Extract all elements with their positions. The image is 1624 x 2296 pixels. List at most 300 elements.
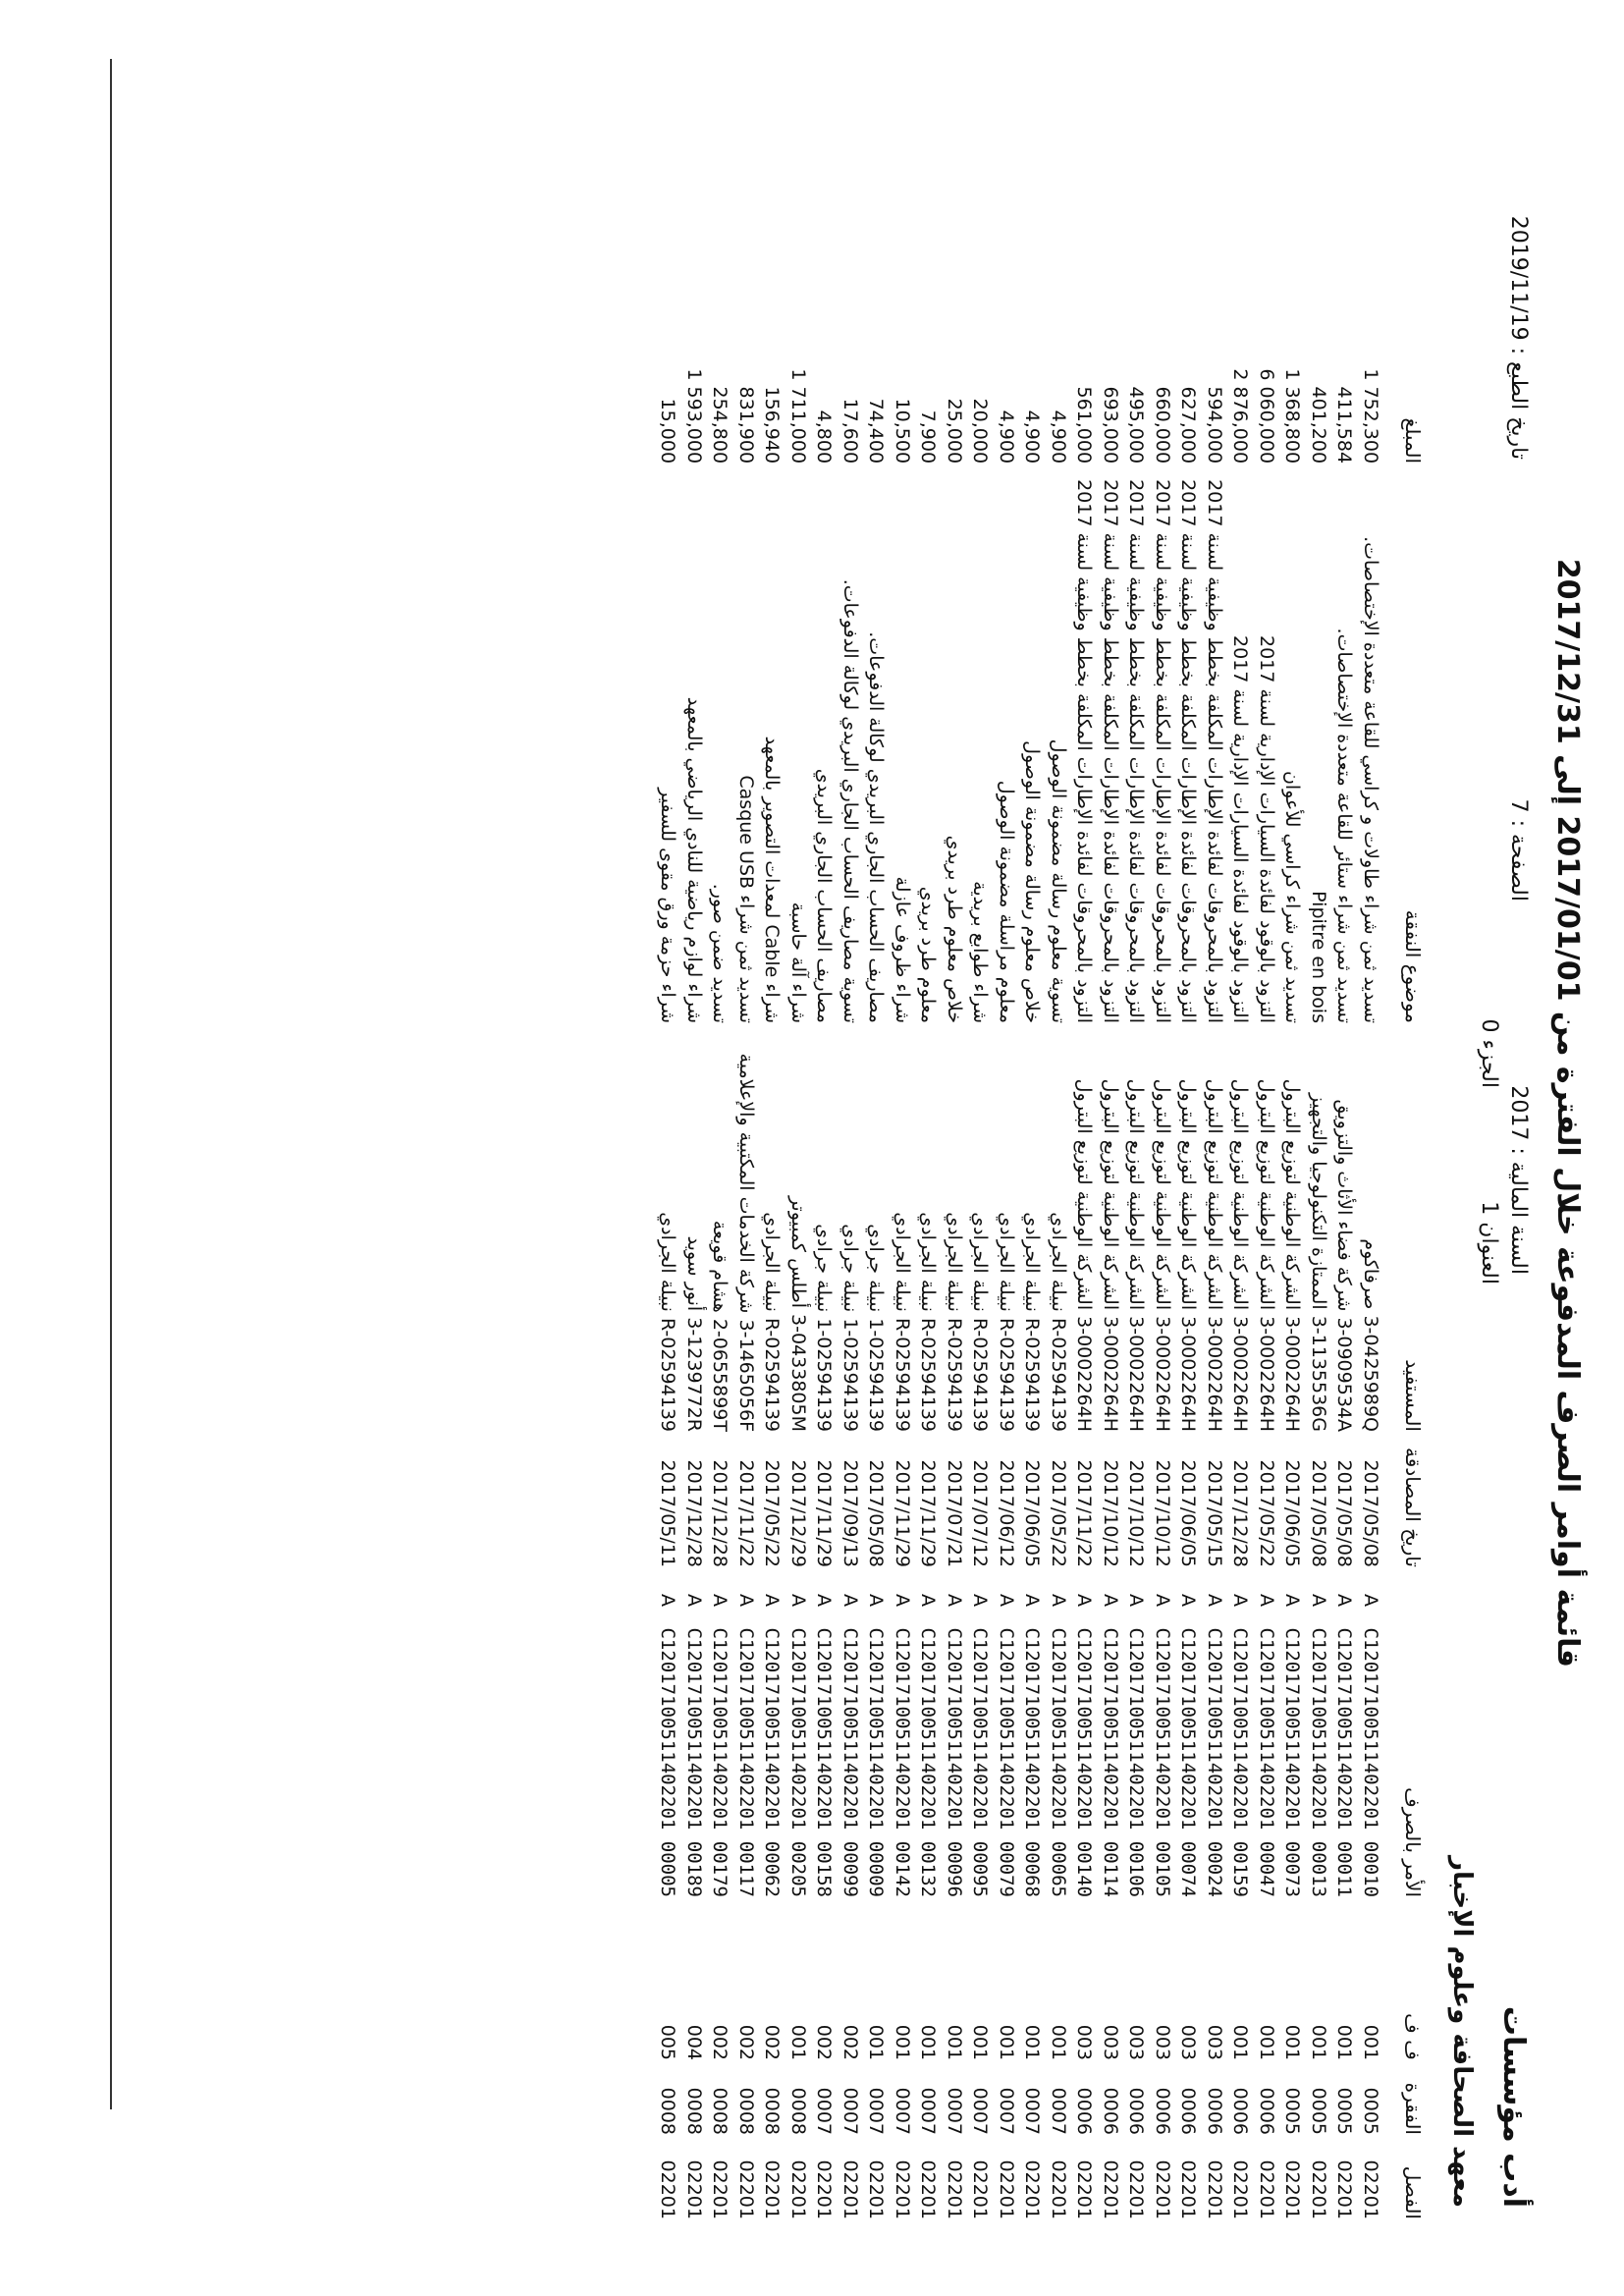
table-row [1019, 360, 1046, 2227]
cell-amount-text: 831,900 [734, 386, 757, 465]
cell-paragraph-text: 0005 [1359, 2087, 1381, 2135]
section-value: 1 [1477, 1201, 1501, 1216]
payment-orders-table [655, 360, 1442, 2227]
cell-amount [1046, 360, 1072, 471]
cell-subparagraph-text: 001 [891, 2024, 913, 2060]
cell-subparagraph [1123, 1905, 1150, 2068]
cell-chapter-text: 02201 [1333, 2159, 1356, 2219]
cell-subparagraph [681, 1905, 708, 2068]
cell-paragraph-text: 0007 [917, 2087, 940, 2135]
cell-paragraph [1254, 2068, 1280, 2143]
cell-flag-text: A [1177, 1594, 1200, 1607]
table-row [890, 360, 916, 2227]
cell-subparagraph-text: 001 [1359, 2024, 1381, 2060]
table-row [1098, 360, 1124, 2227]
cell-order-text: C12017100511402201 00095 [969, 1627, 992, 1897]
cell-beneficiary: 3-0002264H الشركة الوطنية لتوزيع البترول [1125, 1078, 1148, 1432]
cell-paragraph [1306, 2068, 1332, 2143]
cell-order [1202, 1614, 1228, 1905]
cell-subject: تسديد ثمن شراء Casque USB [734, 775, 757, 1023]
table-row [759, 360, 785, 2227]
cell-flag-text: A [1281, 1594, 1304, 1607]
cell-amount [1098, 360, 1124, 471]
cell-subparagraph-text: 003 [1203, 2024, 1225, 2060]
cell-order [1019, 1614, 1046, 1905]
cell-beneficiary: 3-1135536G الممتازة التكنولوجيا والتجهيز [1307, 1092, 1329, 1432]
table-row [1150, 360, 1176, 2227]
table-header-row [1383, 360, 1442, 2227]
col-approval-date: تاريخ المصادقة [1401, 1448, 1425, 1567]
cell-chapter [1331, 2143, 1358, 2227]
cell-order-text: C12017100511402201 00024 [1203, 1627, 1225, 1897]
cell-paragraph-text: 0006 [1255, 2087, 1277, 2135]
cell-chapter-text: 02201 [1125, 2159, 1148, 2219]
cell-order [1227, 1614, 1254, 1905]
cell-flag [1202, 1575, 1228, 1614]
cell-subparagraph [967, 1905, 994, 2068]
cell-flag [942, 1575, 968, 1614]
cell-subject: مصاريف الحساب الجاري البريدي [813, 768, 836, 1023]
cell-amount [915, 360, 942, 471]
table-row [942, 360, 968, 2227]
col-subparagraph: ف ف [1401, 2013, 1425, 2060]
cell-subparagraph-text: 001 [1021, 2024, 1044, 2060]
cell-chapter-text: 02201 [1099, 2159, 1121, 2219]
cell-chapter [1202, 2143, 1228, 2227]
cell-amount [1254, 360, 1280, 471]
cell-approval-date [1019, 1440, 1046, 1575]
cell-amount-text: 401,200 [1307, 386, 1329, 465]
cell-subparagraph [838, 1905, 864, 2068]
cell-order-text: C12017100511402201 00114 [1099, 1627, 1121, 1897]
cell-subject: تسوية معلوم رسالة مضمونة الوصول [1047, 738, 1069, 1023]
table-row [1175, 360, 1202, 2227]
cell-subject: شراء ظروف عازلة [891, 876, 913, 1023]
col-paragraph: الفقرة [1401, 2082, 1425, 2135]
cell-paragraph [1227, 2068, 1254, 2143]
cell-chapter [1098, 2143, 1124, 2227]
cell-paragraph [1175, 2068, 1202, 2143]
cell-flag [811, 1575, 838, 1614]
cell-amount-text: 25,000 [943, 398, 965, 465]
cell-flag-text: A [1073, 1594, 1096, 1607]
cell-subparagraph-text: 001 [1255, 2024, 1277, 2060]
cell-beneficiary: R-02594139 نبيلة الجرادي [943, 1212, 965, 1432]
cell-amount [759, 360, 785, 471]
cell-order [1331, 1614, 1358, 1905]
cell-beneficiary: 3-1465056F شركة الخدمات المكتبية والإعلامية [734, 1053, 757, 1432]
cell-amount-text: 495,000 [1125, 386, 1148, 465]
cell-paragraph [942, 2068, 968, 2143]
cell-paragraph [1279, 2068, 1306, 2143]
cell-approval-date [915, 1440, 942, 1575]
cell-amount-text: 7,900 [917, 410, 940, 465]
cell-paragraph [1150, 2068, 1176, 2143]
cell-amount [994, 360, 1020, 471]
cell-chapter [1071, 2143, 1098, 2227]
cell-approval-date-text: 2017/10/12 [1125, 1459, 1148, 1567]
cell-chapter-text: 02201 [969, 2159, 992, 2219]
cell-subject: شراء طوابع بريدية [969, 881, 992, 1023]
cell-chapter [759, 2143, 785, 2227]
cell-flag-text: A [1125, 1594, 1148, 1607]
cell-flag-text: A [943, 1594, 965, 1607]
cell-subparagraph [1279, 1905, 1306, 2068]
section-label: العنوان [1477, 1222, 1501, 1285]
table-row [1306, 360, 1332, 2227]
cell-subject: مصاريف الحساب الجاري البريدي لوكالة الدفوعات. [865, 631, 888, 1023]
cell-approval-date [1071, 1440, 1098, 1575]
cell-subparagraph [707, 1905, 733, 2068]
cell-flag [1254, 1575, 1280, 1614]
cell-chapter [681, 2143, 708, 2227]
cell-flag [1227, 1575, 1254, 1614]
cell-paragraph [1123, 2068, 1150, 2143]
cell-paragraph [707, 2068, 733, 2143]
cell-subparagraph-text: 001 [1229, 2024, 1252, 2060]
cell-amount-text: 4,800 [813, 410, 836, 465]
page-value: 7 [1506, 798, 1531, 813]
cell-order [733, 1614, 760, 1905]
table-row [1254, 360, 1280, 2227]
cell-order [655, 1614, 681, 1905]
cell-chapter [890, 2143, 916, 2227]
cell-chapter-text: 02201 [1073, 2159, 1096, 2219]
cell-paragraph [759, 2068, 785, 2143]
cell-order-text: C12017100511402201 00158 [813, 1627, 836, 1897]
cell-amount [655, 360, 681, 471]
cell-beneficiary: 3-0002264H الشركة الوطنية لتوزيع البترول [1177, 1078, 1200, 1432]
cell-chapter-text: 02201 [917, 2159, 940, 2219]
cell-beneficiary: 3-0002264H الشركة الوطنية لتوزيع البترول [1203, 1078, 1225, 1432]
cell-subparagraph-text: 003 [1151, 2024, 1173, 2060]
cell-approval-date [1358, 1440, 1384, 1575]
table-row [1227, 360, 1254, 2227]
cell-flag-text: A [1229, 1594, 1252, 1607]
cell-amount [1202, 360, 1228, 471]
table-row [863, 360, 890, 2227]
cell-order [1150, 1614, 1176, 1905]
cell-chapter [838, 2143, 864, 2227]
cell-subparagraph-text: 001 [943, 2024, 965, 2060]
cell-flag-text: A [1099, 1594, 1121, 1607]
cell-order [707, 1614, 733, 1905]
cell-order [863, 1614, 890, 1905]
cell-beneficiary: 1-02594139 نبيلة جرادي [839, 1224, 861, 1432]
cell-approval-date [1046, 1440, 1072, 1575]
cell-subparagraph-text: 001 [865, 2024, 888, 2060]
table-row [785, 360, 812, 2227]
cell-flag [994, 1575, 1020, 1614]
table-row [994, 360, 1020, 2227]
cell-paragraph [1202, 2068, 1228, 2143]
table-row [967, 360, 994, 2227]
cell-subparagraph [655, 1905, 681, 2068]
cell-amount-text: 4,900 [1047, 410, 1069, 465]
cell-chapter [942, 2143, 968, 2227]
table-row [1123, 360, 1150, 2227]
cell-subject: Pipitre en bois [1307, 891, 1329, 1023]
cell-approval-date [1098, 1440, 1124, 1575]
cell-subparagraph-text: 001 [1333, 2024, 1356, 2060]
cell-chapter [1019, 2143, 1046, 2227]
cell-approval-date-text: 2017/06/05 [1281, 1459, 1304, 1567]
cell-order-text: C12017100511402201 00132 [917, 1627, 940, 1897]
cell-approval-date-text: 2017/12/29 [786, 1459, 809, 1567]
cell-approval-date-text: 2017/11/29 [813, 1459, 836, 1567]
cell-beneficiary: R-02594139 نبيلة الجرادي [969, 1212, 992, 1432]
cell-approval-date [1306, 1440, 1332, 1575]
cell-flag-text: A [1047, 1594, 1069, 1607]
cell-beneficiary: 2-0655899T هشام قويعة [709, 1220, 731, 1432]
col-beneficiary: المستفيد [1401, 1359, 1425, 1432]
page-label: الصفحة : [1506, 819, 1531, 902]
cell-beneficiary: R-02594139 نبيلة الجرادي [1021, 1212, 1044, 1432]
cell-chapter-text: 02201 [839, 2159, 861, 2219]
table-row [1331, 360, 1358, 2227]
cell-subparagraph [915, 1905, 942, 2068]
cell-flag-text: A [891, 1594, 913, 1607]
cell-subject: التزود بالمحروقات لفائدة الإطارات المكلفة بخطط وظيفية لسنة 2017 [1177, 479, 1200, 1023]
cell-approval-date-text: 2017/07/12 [969, 1459, 992, 1567]
institution-name: معهد الصحافة وعلوم الإخبار [1447, 1856, 1477, 2208]
cell-subject: خلاص معلوم رسالة مضمونة الوصول [1021, 740, 1044, 1023]
cell-chapter-text: 02201 [1359, 2159, 1381, 2219]
cell-order-text: C12017100511402201 00106 [1125, 1627, 1148, 1897]
cell-subparagraph-text: 001 [1047, 2024, 1069, 2060]
cell-chapter [1123, 2143, 1150, 2227]
cell-paragraph-text: 0007 [969, 2087, 992, 2135]
page-number [1506, 799, 1531, 902]
cell-approval-date-text: 2017/11/22 [1073, 1459, 1096, 1567]
cell-order [942, 1614, 968, 1905]
cell-subject: خلاص معلوم طرد بريدي [943, 835, 965, 1023]
cell-amount [1019, 360, 1046, 471]
cell-amount-text: 1 368,800 [1281, 368, 1304, 465]
cell-order-text: C12017100511402201 00047 [1255, 1627, 1277, 1897]
cell-amount [1331, 360, 1358, 471]
cell-amount [863, 360, 890, 471]
cell-paragraph [915, 2068, 942, 2143]
col-amount: المبلغ [1401, 417, 1425, 465]
cell-subparagraph-text: 002 [734, 2024, 757, 2060]
to-word: إلى [1550, 754, 1585, 806]
table-row [655, 360, 681, 2227]
cell-order [1175, 1614, 1202, 1905]
cell-chapter-text: 02201 [1255, 2159, 1277, 2219]
cell-approval-date [994, 1440, 1020, 1575]
cell-amount-text: 4,900 [1021, 410, 1044, 465]
cell-subject: التزود بالمحروقات لفائدة الإطارات المكلفة بخطط وظيفية لسنة 2017 [1203, 479, 1225, 1023]
cell-approval-date [1279, 1440, 1306, 1575]
cell-subparagraph [1306, 1905, 1332, 2068]
cell-subject: تسديد ثمن شراء طاولات و كراسي للقاعة متعددة الإختصاصات. [1359, 536, 1381, 1023]
part-label: الجزء [1477, 1039, 1501, 1088]
cell-order [785, 1614, 812, 1905]
cell-subparagraph-text: 003 [1125, 2024, 1148, 2060]
cell-flag [863, 1575, 890, 1614]
cell-subparagraph [890, 1905, 916, 2068]
cell-beneficiary: 3-0002264H الشركة الوطنية لتوزيع البترول [1151, 1078, 1173, 1432]
cell-flag [1019, 1575, 1046, 1614]
cell-paragraph [811, 2068, 838, 2143]
cell-subparagraph-text: 003 [1073, 2024, 1096, 2060]
cell-beneficiary: R-02594139 نبيلة الجرادي [917, 1212, 940, 1432]
cell-flag-text: A [1359, 1594, 1381, 1607]
cell-subject: التزود بالمحروقات لفائدة الإطارات المكلفة بخطط وظيفية لسنة 2017 [1099, 479, 1121, 1023]
cell-flag [681, 1575, 708, 1614]
cell-subparagraph-text: 001 [917, 2024, 940, 2060]
cell-beneficiary: 1-02594139 نبيلة جرادي [865, 1224, 888, 1432]
cell-subparagraph-text: 002 [761, 2024, 784, 2060]
cell-flag-text: A [761, 1594, 784, 1607]
cell-approval-date-text: 2017/06/05 [1177, 1459, 1200, 1567]
cell-beneficiary: 3-0002264H الشركة الوطنية لتوزيع البترول [1255, 1078, 1277, 1432]
cell-paragraph [655, 2068, 681, 2143]
cell-amount-text: 10,500 [891, 398, 913, 465]
part-info [1477, 1019, 1501, 1089]
cell-approval-date-text: 2017/12/28 [1229, 1459, 1252, 1567]
cell-chapter-text: 02201 [682, 2159, 705, 2219]
cell-approval-date [942, 1440, 968, 1575]
cell-amount-text: 15,000 [657, 398, 679, 465]
cell-order-text: C12017100511402201 00005 [657, 1627, 679, 1897]
cell-order [759, 1614, 785, 1905]
cell-subject: معلوم مراسلة مضمونة الوصول [995, 780, 1017, 1023]
cell-subparagraph [811, 1905, 838, 2068]
cell-paragraph-text: 0006 [1177, 2087, 1200, 2135]
cell-paragraph [863, 2068, 890, 2143]
cell-paragraph [890, 2068, 916, 2143]
cell-subject: تسديد ضمن صور. [709, 883, 731, 1023]
ministry-name: أدب مؤسسات [1496, 2005, 1531, 2208]
cell-flag-text: A [865, 1594, 888, 1607]
cell-approval-date [681, 1440, 708, 1575]
cell-amount-text: 156,940 [761, 386, 784, 465]
cell-chapter-text: 02201 [786, 2159, 809, 2219]
cell-paragraph [967, 2068, 994, 2143]
table-row [1046, 360, 1072, 2227]
cell-chapter [1306, 2143, 1332, 2227]
cell-approval-date-text: 2017/11/29 [891, 1459, 913, 1567]
cell-subject: معلوم طرد بريدي [917, 886, 940, 1023]
cell-chapter [863, 2143, 890, 2227]
cell-subparagraph [1227, 1905, 1254, 2068]
cell-amount-text: 411,584 [1333, 386, 1356, 465]
cell-amount-text: 594,000 [1203, 386, 1225, 465]
cell-amount [1306, 360, 1332, 471]
cell-flag-text: A [969, 1594, 992, 1607]
table-row [838, 360, 864, 2227]
cell-approval-date-text: 2017/10/12 [1099, 1459, 1121, 1567]
cell-chapter [1254, 2143, 1280, 2227]
cell-amount-text: 4,900 [995, 410, 1017, 465]
cell-chapter-text: 02201 [657, 2159, 679, 2219]
cell-chapter-text: 02201 [891, 2159, 913, 2219]
cell-amount [1150, 360, 1176, 471]
cell-subparagraph [1150, 1905, 1176, 2068]
cell-order [838, 1614, 864, 1905]
cell-flag [1046, 1575, 1072, 1614]
cell-order [811, 1614, 838, 1905]
cell-subject: التزود بالمحروقات لفائدة الإطارات المكلفة بخطط وظيفية لسنة 2017 [1151, 479, 1173, 1023]
cell-amount [681, 360, 708, 471]
cell-subject: تسديد ثمن شراء ستائر للقاعة متعددة الإختصاصات. [1333, 628, 1356, 1023]
cell-flag-text: A [1333, 1594, 1356, 1607]
cell-subparagraph [994, 1905, 1020, 2068]
cell-beneficiary: 3-1239772R أنور سويد [682, 1235, 705, 1432]
period-to: 2017/12/31 [1550, 558, 1585, 744]
cell-flag [785, 1575, 812, 1614]
cell-order-text: C12017100511402201 00074 [1177, 1627, 1200, 1897]
cell-paragraph-text: 0005 [1307, 2087, 1329, 2135]
cell-approval-date [707, 1440, 733, 1575]
cell-order-text: C12017100511402201 00009 [865, 1627, 888, 1897]
cell-flag-text: A [682, 1594, 705, 1607]
cell-paragraph-text: 0007 [865, 2087, 888, 2135]
cell-beneficiary: 3-0002264H الشركة الوطنية لتوزيع البترول [1229, 1078, 1252, 1432]
cell-chapter [1227, 2143, 1254, 2227]
cell-flag [733, 1575, 760, 1614]
cell-subparagraph [1019, 1905, 1046, 2068]
cell-flag [759, 1575, 785, 1614]
fiscal-year [1506, 1085, 1531, 1275]
cell-beneficiary: 3-0425989Q صرفاكوم [1359, 1238, 1381, 1432]
cell-order-text: C12017100511402201 00073 [1281, 1627, 1304, 1897]
cell-order [1071, 1614, 1098, 1905]
cell-subparagraph-text: 001 [1307, 2024, 1329, 2060]
cell-paragraph-text: 0006 [1073, 2087, 1096, 2135]
cell-order [1306, 1614, 1332, 1905]
print-date-label: تاريخ الطبع : [1506, 347, 1531, 460]
cell-amount-text: 561,000 [1073, 386, 1096, 465]
cell-order-text: C12017100511402201 00117 [734, 1627, 757, 1897]
cell-paragraph-text: 0007 [1021, 2087, 1044, 2135]
cell-paragraph-text: 0008 [786, 2087, 809, 2135]
cell-chapter-text: 02201 [1151, 2159, 1173, 2219]
cell-paragraph-text: 0005 [1281, 2087, 1304, 2135]
table-row [811, 360, 838, 2227]
cell-approval-date [863, 1440, 890, 1575]
cell-subject: التزود بالمحروقات لفائدة الإطارات المكلفة بخطط وظيفية لسنة 2017 [1073, 479, 1096, 1023]
cell-flag [915, 1575, 942, 1614]
cell-beneficiary: 3-0002264H الشركة الوطنية لتوزيع البترول [1281, 1078, 1304, 1432]
cell-approval-date [1175, 1440, 1202, 1575]
cell-approval-date-text: 2017/05/11 [657, 1459, 679, 1567]
cell-paragraph-text: 0006 [1125, 2087, 1148, 2135]
cell-flag [655, 1575, 681, 1614]
cell-amount-text: 17,600 [839, 398, 861, 465]
cell-flag [707, 1575, 733, 1614]
cell-paragraph-text: 0008 [761, 2087, 784, 2135]
cell-flag-text: A [1255, 1594, 1277, 1607]
cell-approval-date-text: 2017/07/21 [943, 1459, 965, 1567]
cell-amount [838, 360, 864, 471]
cell-chapter-text: 02201 [943, 2159, 965, 2219]
cell-subparagraph-text: 002 [709, 2024, 731, 2060]
cell-order-text: C12017100511402201 00096 [943, 1627, 965, 1897]
cell-chapter-text: 02201 [865, 2159, 888, 2219]
cell-order-text: C12017100511402201 00013 [1307, 1627, 1329, 1897]
fiscal-year-label: السنة المالية : [1506, 1147, 1531, 1275]
cell-beneficiary: 3-0002264H الشركة الوطنية لتوزيع البترول [1099, 1078, 1121, 1432]
cell-flag-text: A [1151, 1594, 1173, 1607]
cell-subparagraph-text: 004 [682, 2024, 705, 2060]
cell-subparagraph [1254, 1905, 1280, 2068]
cell-subparagraph-text: 005 [657, 2024, 679, 2060]
col-subject: موضوع النفقة [1401, 909, 1425, 1023]
cell-amount [811, 360, 838, 471]
